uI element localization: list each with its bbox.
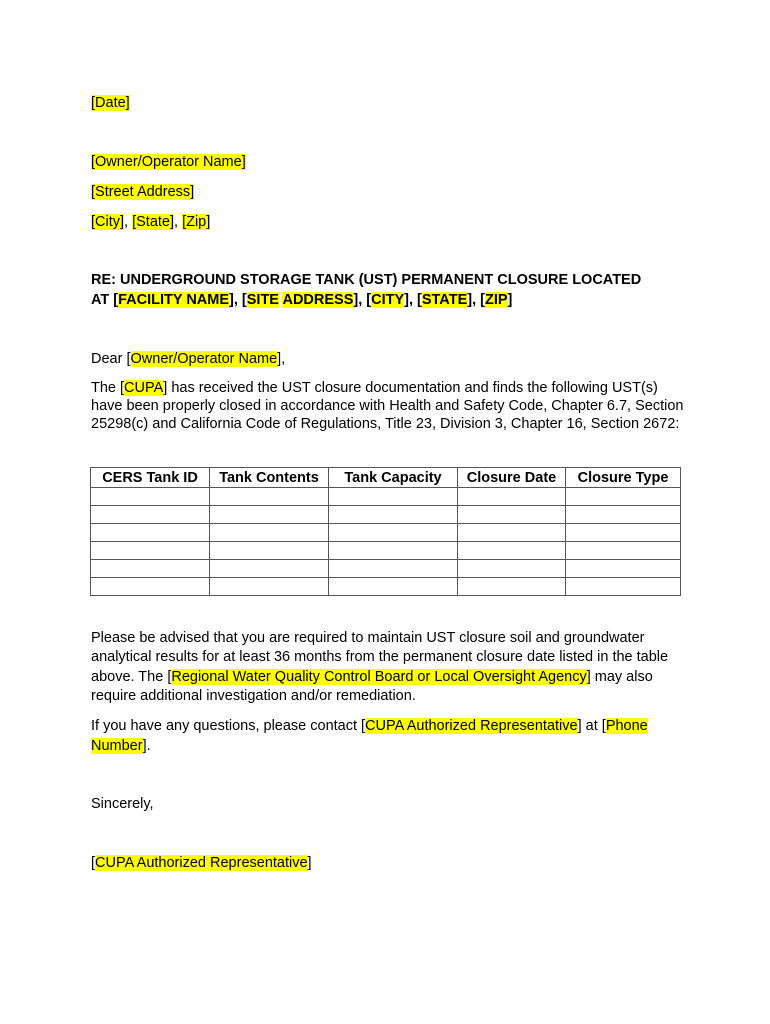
city-placeholder: [City] bbox=[91, 214, 125, 230]
cupa-rep-placeholder: CUPA Authorized Representative bbox=[365, 718, 578, 734]
rwqcb-placeholder: Regional Water Quality Control Board or Local Oversight Agency bbox=[171, 668, 587, 685]
zip-placeholder: [Zip] bbox=[182, 214, 211, 230]
signature-close: ] bbox=[307, 855, 312, 871]
table-cell bbox=[329, 578, 458, 596]
subject-prefix: AT [ bbox=[91, 292, 119, 308]
table-header-row bbox=[91, 468, 681, 488]
table-cell bbox=[566, 560, 681, 578]
intro-text: ] has received the UST closure documentation and finds the following UST(s) have been properly closed in accordance with Health and Safety Code, Chapter 6.7, Section 25298(c) and California Code of Regulations, Title 23, Division 3, Chapter 16, Section 2672: bbox=[91, 380, 684, 432]
state-placeholder: [State] bbox=[132, 214, 175, 230]
advisory-paragraph bbox=[91, 629, 691, 706]
date-line bbox=[91, 94, 130, 112]
zip-placeholder: ZIP bbox=[484, 292, 508, 308]
col-header-closure-type: Closure Type bbox=[566, 468, 681, 488]
subject-separator: ], [ bbox=[404, 292, 422, 308]
table-row bbox=[91, 542, 681, 560]
table-cell bbox=[91, 506, 210, 524]
table-cell bbox=[329, 506, 458, 524]
salutation-prefix: Dear [ bbox=[91, 351, 131, 367]
state-placeholder: STATE bbox=[421, 292, 468, 308]
salutation bbox=[91, 350, 285, 368]
table-cell bbox=[458, 578, 566, 596]
table-cell bbox=[566, 542, 681, 560]
table-cell bbox=[210, 542, 329, 560]
separator: , bbox=[124, 214, 133, 230]
advisory-text: Please be advised that you are required to maintain UST closure soil and groundwater analytical results for at least 36 months from the permanent closure date listed in the table above. The [ bbox=[91, 630, 669, 685]
table-cell bbox=[329, 488, 458, 506]
subject-end: ] bbox=[507, 292, 513, 308]
table-cell bbox=[566, 488, 681, 506]
col-header-closure-date: Closure Date bbox=[458, 468, 566, 488]
table-cell bbox=[458, 560, 566, 578]
col-header-cers-tank-id: CERS Tank ID bbox=[91, 468, 210, 488]
table-cell bbox=[566, 578, 681, 596]
table-cell bbox=[566, 524, 681, 542]
table-cell bbox=[329, 524, 458, 542]
contact-suffix: ]. bbox=[142, 738, 151, 754]
table-cell bbox=[91, 488, 210, 506]
table-cell bbox=[566, 506, 681, 524]
street-address-placeholder: [Street Address] bbox=[91, 184, 195, 200]
date-placeholder: [Date] bbox=[91, 95, 130, 111]
table-row bbox=[91, 578, 681, 596]
table-cell bbox=[210, 506, 329, 524]
contact-prefix: If you have any questions, please contact [ bbox=[91, 718, 366, 734]
table-cell bbox=[329, 542, 458, 560]
phone-number-placeholder: Phone Number bbox=[91, 718, 648, 754]
table-cell bbox=[458, 488, 566, 506]
city-placeholder: CITY bbox=[371, 292, 405, 308]
table-cell bbox=[91, 560, 210, 578]
table-cell bbox=[458, 506, 566, 524]
table-cell bbox=[210, 524, 329, 542]
site-word: SITE bbox=[246, 292, 279, 308]
intro-prefix: The [ bbox=[91, 380, 125, 396]
signature-open: [ bbox=[91, 855, 96, 871]
cupa-rep-placeholder: CUPA Authorized Representative bbox=[95, 855, 308, 871]
recipient-city-line bbox=[91, 213, 210, 231]
table-cell bbox=[210, 578, 329, 596]
address-word: ADDRESS bbox=[282, 292, 354, 308]
signature-line bbox=[91, 854, 312, 872]
table-cell bbox=[91, 578, 210, 596]
recipient-street-line bbox=[91, 183, 194, 201]
table-cell bbox=[329, 560, 458, 578]
subject-separator: ], [ bbox=[229, 292, 247, 308]
owner-operator-placeholder: [Owner/Operator Name] bbox=[91, 154, 246, 170]
table-row bbox=[91, 524, 681, 542]
subject-separator: ], [ bbox=[353, 292, 372, 308]
table-cell bbox=[210, 560, 329, 578]
contact-paragraph bbox=[91, 716, 691, 756]
col-header-tank-capacity: Tank Capacity bbox=[329, 468, 458, 488]
table-cell bbox=[458, 542, 566, 560]
subject-separator: ], [ bbox=[467, 292, 485, 308]
subject-line-2 bbox=[91, 291, 512, 309]
table-cell bbox=[91, 542, 210, 560]
closing bbox=[91, 795, 154, 813]
cupa-placeholder: CUPA bbox=[124, 380, 164, 396]
separator: , bbox=[174, 214, 183, 230]
intro-paragraph bbox=[91, 379, 691, 433]
table-cell bbox=[210, 488, 329, 506]
table-row bbox=[91, 560, 681, 578]
recipient-name-line bbox=[91, 153, 246, 171]
contact-mid: ] at [ bbox=[577, 718, 606, 734]
table-row bbox=[91, 506, 681, 524]
owner-operator-placeholder: Owner/Operator Name bbox=[130, 351, 278, 367]
subject-text: RE: UNDERGROUND STORAGE TANK (UST) PERMANENT CLOSURE LOCATED bbox=[91, 272, 642, 288]
ust-closure-table bbox=[90, 467, 681, 596]
table-cell bbox=[91, 524, 210, 542]
table-row bbox=[91, 488, 681, 506]
subject-line-1 bbox=[91, 271, 641, 289]
salutation-suffix: ], bbox=[277, 351, 286, 367]
advisory-suffix: ] may also require additional investigation and/or remediation. bbox=[91, 668, 653, 704]
facility-name-placeholder: FACILITY NAME bbox=[118, 292, 230, 308]
col-header-tank-contents: Tank Contents bbox=[210, 468, 329, 488]
closing-text: Sincerely, bbox=[91, 796, 154, 812]
table-cell bbox=[458, 524, 566, 542]
